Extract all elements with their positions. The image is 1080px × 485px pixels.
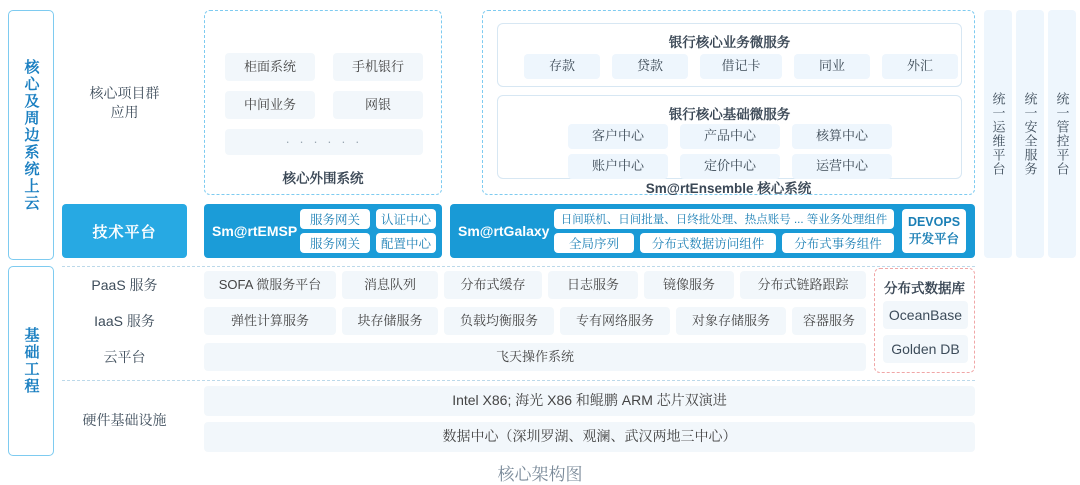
core-business-microservices-group: [497, 23, 962, 87]
smart-galaxy-brand: [458, 204, 549, 258]
peripheral-item-mobile-bank[interactable]: [333, 53, 423, 81]
smart-emsp-brand: [212, 204, 297, 258]
core-business-microservices-title-text: 银行核心业务微服务: [668, 35, 791, 50]
paas-row-label-text: PaaS 服务: [91, 276, 158, 293]
cloud-platform-row-label: [62, 342, 187, 372]
database-item-goldendb-label: Golden DB: [891, 341, 960, 357]
emsp-service-gateway-1-label: 服务网关: [309, 213, 360, 227]
galaxy-business-components[interactable]: [554, 209, 894, 229]
peripheral-item-intermediary[interactable]: [225, 91, 315, 119]
iaas-item-block-storage[interactable]: [342, 307, 438, 335]
figure-caption: [0, 460, 1080, 485]
left-label-infrastructure-text: 基础工程: [22, 327, 40, 395]
microservice-customer-center[interactable]: [568, 124, 668, 149]
paas-item-image[interactable]: [644, 271, 734, 299]
paas-item-log-label: 日志服务: [566, 276, 619, 292]
emsp-service-gateway-2[interactable]: [300, 233, 370, 253]
peripheral-item-counter-label: 柜面系统: [243, 58, 296, 74]
core-apps-row-label-line2: 应用: [110, 103, 139, 120]
iaas-item-load-balancer[interactable]: [444, 307, 554, 335]
peripheral-item-online-bank-label: 网银: [364, 96, 391, 112]
microservice-forex-label: 外汇: [906, 58, 933, 74]
microservice-product-center[interactable]: [680, 124, 780, 149]
iaas-row-label-text: IaaS 服务: [94, 312, 155, 329]
microservice-debit-card-label: 借记卡: [721, 58, 761, 74]
microservice-forex[interactable]: [882, 54, 958, 79]
core-basic-microservices-title-text: 银行核心基础微服务: [668, 107, 791, 122]
emsp-auth-center-label: 认证中心: [380, 213, 431, 227]
row-divider-lower: [62, 380, 975, 381]
devops-platform[interactable]: [902, 209, 966, 253]
paas-row-label: [62, 270, 187, 300]
tech-platform-label-text: 技术平台: [92, 223, 157, 241]
core-basic-microservices-title: [498, 103, 961, 123]
emsp-auth-center[interactable]: [376, 209, 436, 229]
peripheral-item-online-bank[interactable]: [333, 91, 423, 119]
right-bar-unified-security[interactable]: [1016, 10, 1044, 258]
distributed-database-group: [874, 268, 975, 373]
iaas-item-object-storage[interactable]: [676, 307, 786, 335]
microservice-customer-center-label: 客户中心: [591, 128, 644, 144]
right-bar-unified-ops-label: 统一运维平台: [990, 92, 1006, 176]
smart-emsp-panel: [204, 204, 442, 258]
microservice-account-center-label: 账户中心: [591, 158, 644, 174]
cloud-platform-row-label-text: 云平台: [103, 348, 146, 365]
galaxy-global-sequence[interactable]: [554, 233, 634, 253]
galaxy-distributed-data-access-label: 分布式数据访问组件: [651, 237, 765, 251]
core-apps-row-label: [62, 10, 187, 195]
hardware-item-chips[interactable]: [204, 386, 975, 416]
emsp-service-gateway-2-label: 服务网关: [309, 237, 360, 251]
peripheral-item-more: [225, 129, 423, 155]
peripheral-systems-title: [205, 167, 441, 187]
hardware-row-label: [62, 386, 187, 454]
peripheral-systems-group: [204, 10, 442, 195]
hardware-item-chips-label: Intel X86; 海光 X86 和鲲鹏 ARM 芯片双演进: [452, 392, 727, 409]
smart-galaxy-panel: [450, 204, 975, 258]
microservice-loan-label: 贷款: [636, 58, 663, 74]
peripheral-item-mobile-bank-label: 手机银行: [351, 58, 404, 74]
microservice-pricing-center[interactable]: [680, 154, 780, 179]
tech-platform-label: [62, 204, 187, 258]
smart-ensemble-title-text: Sm@rtEnsemble 核心系统: [645, 181, 812, 196]
paas-item-sofa[interactable]: [204, 271, 336, 299]
iaas-item-elastic-compute[interactable]: [204, 307, 336, 335]
right-bar-unified-control[interactable]: [1048, 10, 1076, 258]
galaxy-business-components-label: 日间联机、日间批量、日终批处理、热点账号 ... 等业务处理组件: [560, 214, 888, 226]
left-label-infrastructure: [8, 266, 54, 456]
peripheral-item-intermediary-label: 中间业务: [243, 96, 296, 112]
peripheral-systems-title-text: 核心外围系统: [282, 171, 364, 186]
figure-caption-text: 核心架构图: [497, 465, 583, 484]
hardware-row-label-text: 硬件基础设施: [82, 411, 167, 428]
microservice-deposit[interactable]: [524, 54, 600, 79]
microservice-operation-center-label: 运营中心: [815, 158, 868, 174]
smart-emsp-brand-text: Sm@rtEMSP: [212, 223, 298, 239]
distributed-database-title-text: 分布式数据库: [884, 281, 965, 296]
database-item-oceanbase[interactable]: [883, 301, 968, 329]
microservice-accounting-center[interactable]: [792, 124, 892, 149]
iaas-item-elastic-compute-label: 弹性计算服务: [230, 312, 309, 328]
distributed-database-title: [875, 277, 974, 297]
microservice-product-center-label: 产品中心: [703, 128, 756, 144]
right-bar-unified-security-label: 统一安全服务: [1022, 92, 1038, 176]
iaas-item-container[interactable]: [792, 307, 866, 335]
devops-platform-line2: 开发平台: [908, 232, 959, 246]
emsp-config-center[interactable]: [376, 233, 436, 253]
galaxy-distributed-transaction[interactable]: [782, 233, 894, 253]
database-item-goldendb[interactable]: [883, 335, 968, 363]
hardware-item-datacenter-label: 数据中心（深圳罗湖、观澜、武汉两地三中心）: [442, 428, 737, 445]
paas-item-log[interactable]: [548, 271, 638, 299]
iaas-item-vpc-label: 专有网络服务: [575, 312, 654, 328]
emsp-service-gateway-1[interactable]: [300, 209, 370, 229]
core-apps-row-label-line1: 核心项目群: [89, 84, 160, 101]
microservice-account-center[interactable]: [568, 154, 668, 179]
hardware-item-datacenter[interactable]: [204, 422, 975, 452]
microservice-loan[interactable]: [612, 54, 688, 79]
galaxy-global-sequence-label: 全局序列: [568, 237, 619, 251]
iaas-item-object-storage-label: 对象存储服务: [691, 312, 770, 328]
paas-item-tracing-label: 分布式链路跟踪: [757, 276, 849, 292]
galaxy-distributed-transaction-label: 分布式事务组件: [794, 237, 882, 251]
microservice-accounting-center-label: 核算中心: [815, 128, 868, 144]
core-basic-microservices-group: [497, 95, 962, 179]
paas-item-sofa-label: SOFA 微服务平台: [218, 276, 322, 292]
emsp-config-center-label: 配置中心: [380, 237, 431, 251]
peripheral-item-more-label: · · · · · ·: [285, 133, 363, 149]
paas-item-cache[interactable]: [444, 271, 542, 299]
database-item-oceanbase-label: OceanBase: [888, 307, 963, 323]
iaas-item-block-storage-label: 块存储服务: [357, 312, 423, 328]
smart-galaxy-brand-text: Sm@rtGalaxy: [458, 223, 550, 239]
microservice-interbank-label: 同业: [818, 58, 845, 74]
cloud-platform-item-feitian[interactable]: [204, 343, 866, 371]
devops-platform-line1: DEVOPS: [907, 215, 961, 230]
iaas-item-vpc[interactable]: [560, 307, 670, 335]
microservice-deposit-label: 存款: [548, 58, 575, 74]
row-divider-upper: [62, 266, 975, 267]
iaas-row-label: [62, 306, 187, 336]
left-label-core-systems-text: 核心及周边系统上云: [22, 58, 40, 212]
iaas-item-container-label: 容器服务: [802, 312, 855, 328]
cloud-platform-item-feitian-label: 飞天操作系统: [495, 348, 574, 364]
paas-item-cache-label: 分布式缓存: [460, 276, 526, 292]
left-label-core-systems: [8, 10, 54, 260]
microservice-interbank[interactable]: [794, 54, 870, 79]
paas-item-mq-label: 消息队列: [363, 276, 416, 292]
paas-item-image-label: 镜像服务: [662, 276, 715, 292]
core-business-microservices-title: [498, 31, 961, 51]
microservice-pricing-center-label: 定价中心: [703, 158, 756, 174]
peripheral-item-counter[interactable]: [225, 53, 315, 81]
microservice-operation-center[interactable]: [792, 154, 892, 179]
paas-item-tracing[interactable]: [740, 271, 866, 299]
smart-ensemble-group: [482, 10, 975, 195]
galaxy-distributed-data-access[interactable]: [640, 233, 776, 253]
right-bar-unified-control-label: 统一管控平台: [1054, 92, 1070, 176]
iaas-item-load-balancer-label: 负载均衡服务: [459, 312, 538, 328]
microservice-debit-card[interactable]: [700, 54, 782, 79]
smart-ensemble-title: [483, 177, 974, 197]
paas-item-mq[interactable]: [342, 271, 438, 299]
right-bar-unified-ops[interactable]: [984, 10, 1012, 258]
